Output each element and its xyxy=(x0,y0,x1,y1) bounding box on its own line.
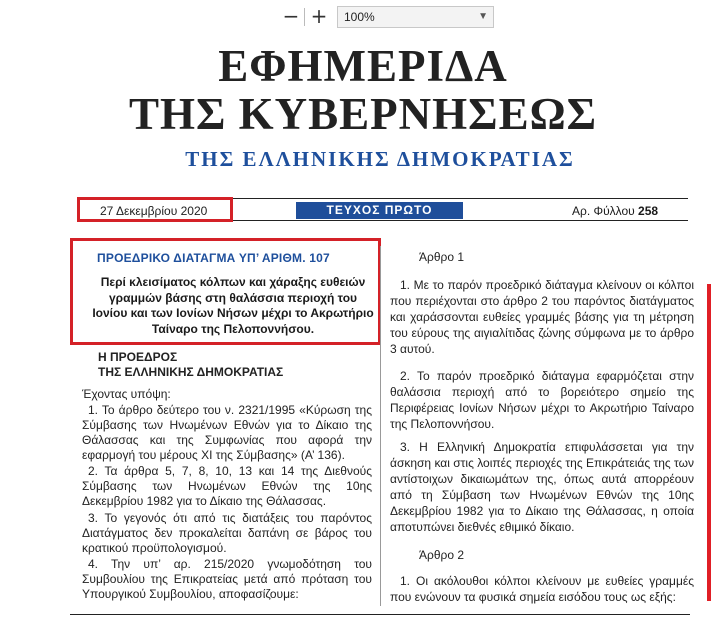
considering-label: Έχοντας υπόψη: xyxy=(82,387,171,401)
highlight-side-bar xyxy=(707,284,711,601)
masthead-line-2: ΤΗΣ ΚΥΒΕΡΝΗΣΕΩΣ xyxy=(128,89,598,139)
zoom-out-button[interactable]: − xyxy=(282,4,300,28)
toolbar-divider xyxy=(304,8,305,26)
decree-title: Περί κλεισίματος κόλπων και χάραξης ευθειών γραμμών βάσης στη θαλάσσια περιοχή του Ιονίου και των Ιονίων Νήσων μέχρι το Ακρωτήριο Ταίναρο της Πελοποννήσου. xyxy=(92,275,374,336)
page-bottom-rule xyxy=(70,614,690,615)
issue-series-band: ΤΕΥΧΟΣ ΠΡΩΤΟ xyxy=(296,202,463,219)
considering-item-1: 1. Το άρθρο δεύτερο του ν. 2321/1995 «Κύρωση της Σύμβασης των Ηνωμένων Εθνών για το Δίκαιο της Θάλασσας και της Συμφωνίας που αφορά την εφαρμογή του μέρους XI της Σύμβασης» (Α’ 136). xyxy=(82,403,372,462)
considering-item-4: 4. Την υπ’ αρ. 215/2020 γνωμοδότηση του Συμβουλίου της Επικρατείας μετά από πρόταση του Υπουργικού Συμβουλίου, αποφασίζουμε: xyxy=(82,557,372,601)
decree-heading: ΠΡΟΕΔΡΙΚΟ ΔΙΑΤΑΓΜΑ ΥΠ’ ΑΡΙΘΜ. 107 xyxy=(97,251,330,265)
column-divider xyxy=(380,246,381,606)
zoom-select[interactable] xyxy=(337,6,494,28)
article-2-para-1: 1. Οι ακόλουθοι κόλποι κλείνουν με ευθείες γραμμές που ενώνουν τα φυσικά σημεία εισόδου τους ως εξής: xyxy=(390,574,694,604)
article-2-heading: Άρθρο 2 xyxy=(419,548,465,562)
zoom-in-button[interactable]: + xyxy=(310,4,328,28)
article-1-para-2: 2. Το παρόν προεδρικό διάταγμα εφαρμόζεται στην θαλάσσια περιοχή από το βορειότερο σημείο της Περιφέρειας Ιονίων Νήσων μέχρι το Ακρωτήριο Ταίναρο της Πελοποννήσου. xyxy=(390,369,694,431)
considering-item-3: 3. Το γεγονός ότι από τις διατάξεις του παρόντος Διατάγματος δεν προκαλείται δαπάνη σε βάρος του κρατικού προϋπολογισμού. xyxy=(82,511,372,555)
sheet-label: Αρ. Φύλλου xyxy=(572,204,635,218)
president-line-1: Η ΠΡΟΕΔΡΟΣ xyxy=(98,350,178,364)
document-page xyxy=(0,34,726,620)
zoom-value: 100% xyxy=(344,10,375,24)
chevron-down-icon: ▼ xyxy=(478,11,488,22)
issue-date: 27 Δεκεμβρίου 2020 xyxy=(100,204,208,218)
article-1-para-1: 1. Με το παρόν προεδρικό διάταγμα κλείνουν οι κόλποι που περιέχονται στο άρθρο 2 του παρόντος διατάγματος και χαράσσονται ευθείες γραμμές βάσης για τη μέτρηση του εύρους της αιγιαλίτιδας ζώνης σύμφωνα με το άρθρο 3 αυτού. xyxy=(390,278,694,356)
article-1-heading: Άρθρο 1 xyxy=(419,250,465,264)
president-line-2: ΤΗΣ ΕΛΛΗΝΙΚΗΣ ΔΗΜΟΚΡΑΤΙΑΣ xyxy=(98,365,284,379)
masthead-line-3: ΤΗΣ ΕΛΛΗΝΙΚΗΣ ΔΗΜΟΚΡΑΤΙΑΣ xyxy=(185,147,575,171)
sheet-value: 258 xyxy=(638,204,659,218)
president-title xyxy=(98,350,283,380)
considering-item-2: 2. Τα άρθρα 5, 7, 8, 10, 13 και 14 της Διεθνούς Σύμβασης των Ηνωμένων Εθνών της 10ης Δεκεμβρίου 1982 για το Δίκαιο της Θάλασσας. xyxy=(82,464,372,508)
pdf-toolbar xyxy=(0,0,726,34)
masthead-line-1: ΕΦΗΜΕΡΙΔΑ xyxy=(218,41,508,91)
sheet-number xyxy=(572,204,658,218)
date-highlight-box xyxy=(77,197,233,222)
article-1-para-3: 3. Η Ελληνική Δημοκρατία επιφυλάσσεται για την άσκηση και στις λοιπές περιοχές της Επικράτειάς της των αντίστοιχων δικαιωμάτων της, όπως αυτά απορρέουν από τη Σύμβαση των Ηνωμένων Εθνών της 10ης Δεκεμβρίου 1982 για το Δίκαιο της Θάλασσας, η οποία αποτυπώνει διεθνές εθιμικό δίκαιο. xyxy=(390,440,694,534)
